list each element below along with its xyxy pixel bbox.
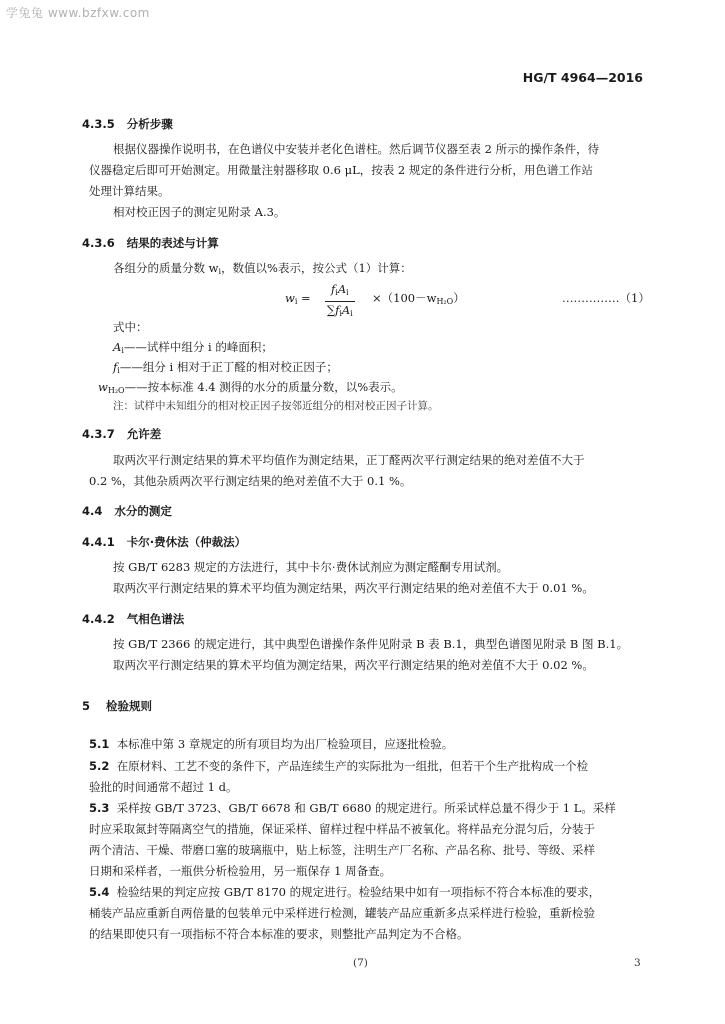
- section-number: 4.4: [82, 504, 103, 518]
- definition-item: $A_i——$试样中组分 i 的峰面积；: [113, 340, 273, 355]
- rule-number: 5.3: [89, 801, 110, 815]
- rule-5-3: 5.3 采样按 GB/T 3723、GB/T 6678 和 GB/T 6680 的规定进行。所采试样总量不得少于 1 L。采样: [89, 801, 616, 815]
- para-line: 按 GB/T 6283 规定的方法进行，其中卡尔·费休试剂应为测定醛酮专用试剂。: [113, 560, 509, 574]
- formula-tail: $\times(100-w_{H_2O})$: [372, 291, 465, 306]
- para-line: 日期和采样者，一瓶供分析检验用，另一瓶保存 1 周备查。: [89, 864, 392, 878]
- rule-number: 5.1: [89, 737, 110, 751]
- section-number: 4.4.1: [82, 535, 115, 549]
- para-line: 仪器稳定后即可开始测定。用微量注射器移取 0.6 μL，按表 2 规定的条件进行分析，用色谱工作站: [89, 163, 593, 177]
- section-number: 5: [82, 699, 91, 713]
- formula-fraction: [325, 281, 355, 322]
- section-title: 检验规则: [106, 699, 153, 713]
- para-line: 取两次平行测定结果的算术平均值为测定结果，两次平行测定结果的绝对差值不大于 0.02 %。: [113, 658, 594, 672]
- section-number: 4.4.2: [82, 612, 115, 626]
- para-line: 相对校正因子的测定见附录 A.3。: [113, 205, 286, 219]
- formula-number: ……………（1）: [562, 291, 650, 305]
- section-title: 允许差: [126, 427, 162, 441]
- section-4-4-heading: [82, 503, 172, 519]
- para-line: 按 GB/T 2366 的规定进行，其中典型色谱操作条件见附录 B 表 B.1，典型色谱图见附录 B 图 B.1。: [113, 637, 629, 651]
- definition-item: $w_{H_2O}——$按本标准 4.4 测得的水分的质量分数，以%表示。: [98, 380, 403, 395]
- rule-5-1: 5.1 本标准中第 3 章规定的所有项目均为出厂检验项目，应逐批检验。: [89, 737, 454, 751]
- para-line: 取两次平行测定结果的算术平均值作为测定结果，正丁醛两次平行测定结果的绝对差值不大于: [113, 453, 585, 467]
- rule-5-4: 5.4 检验结果的判定应按 GB/T 8170 的规定进行。检验结果中如有一项指标不符合本标准的要求，: [89, 885, 601, 899]
- section-4-4-2-heading: [82, 611, 184, 627]
- para-line: 桶装产品应重新自两倍量的包装单元中采样进行检测，罐装产品应重新多点采样进行检验，重新检验: [89, 906, 595, 920]
- para-line: 时应采取氮封等隔离空气的措施，保证采样、留样过程中样品不被氧化。将样品充分混匀后，分装于: [89, 822, 595, 836]
- formula-lhs: $w_i$ =: [285, 291, 311, 306]
- formula-where: 式中：: [113, 320, 148, 334]
- footer-center-mark: (7): [353, 957, 368, 969]
- page-number: 3: [634, 957, 641, 969]
- para-line: 根据仪器操作说明书，在色谱仪中安装并老化色谱柱。然后调节仪器至表 2 所示的操作条件，待: [113, 142, 600, 156]
- formula-numerator: $f_iA_i$: [325, 281, 355, 302]
- rule-5-2: 5.2 在原材料、工艺不变的条件下，产品连续生产的实际批为一组批，但若干个生产批构成一个检: [89, 759, 589, 773]
- section-4-3-5-heading: [82, 116, 173, 132]
- section-title: 结果的表述与计算: [126, 236, 219, 250]
- site-watermark: 学兔兔 www.bzfxw.com: [6, 6, 150, 20]
- section-number: 4.3.5: [82, 117, 115, 131]
- section-number: 4.3.6: [82, 236, 115, 250]
- section-title: 气相色谱法: [126, 612, 185, 626]
- formula-denominator: $\sum f_iA_i$: [326, 303, 353, 318]
- para-line: 验批的时间通常不超过 1 d。: [89, 780, 238, 794]
- para-line: 0.2 %，其他杂质两次平行测定结果的绝对差值不大于 0.1 %。: [89, 474, 412, 488]
- para-line: 处理计算结果。: [89, 184, 170, 198]
- section-title: 卡尔·费休法（仲裁法）: [126, 535, 247, 549]
- section-4-3-7-heading: [82, 426, 161, 442]
- para-line: 取两次平行测定结果的算术平均值为测定结果，两次平行测定结果的绝对差值不大于 0.01 %。: [113, 581, 594, 595]
- formula-intro: 各组分的质量分数 $w_i$，数值以%表示，按公式（1）计算：: [113, 261, 412, 276]
- para-line: 的结果即使只有一项指标不符合本标准的要求，则整批产品判定为不合格。: [89, 927, 469, 941]
- section-4-4-1-heading: [82, 534, 246, 550]
- section-4-3-6-heading: [82, 235, 219, 251]
- section-5-heading: [82, 698, 152, 714]
- formula-note: 注：试样中未知组分的相对校正因子按邻近组分的相对校正因子计算。: [113, 400, 439, 412]
- standard-number: HG/T 4964—2016: [522, 70, 643, 85]
- definition-item: $f_i——$组分 i 相对于正丁醛的相对校正因子；: [113, 360, 338, 375]
- section-title: 分析步骤: [126, 117, 173, 131]
- rule-number: 5.2: [89, 759, 110, 773]
- section-title: 水分的测定: [114, 504, 172, 518]
- para-line: 两个清洁、干燥、带磨口塞的玻璃瓶中，贴上标签，注明生产厂名称、产品名称、批号、等级、采样: [89, 843, 595, 857]
- section-number: 4.3.7: [82, 427, 115, 441]
- rule-number: 5.4: [89, 885, 110, 899]
